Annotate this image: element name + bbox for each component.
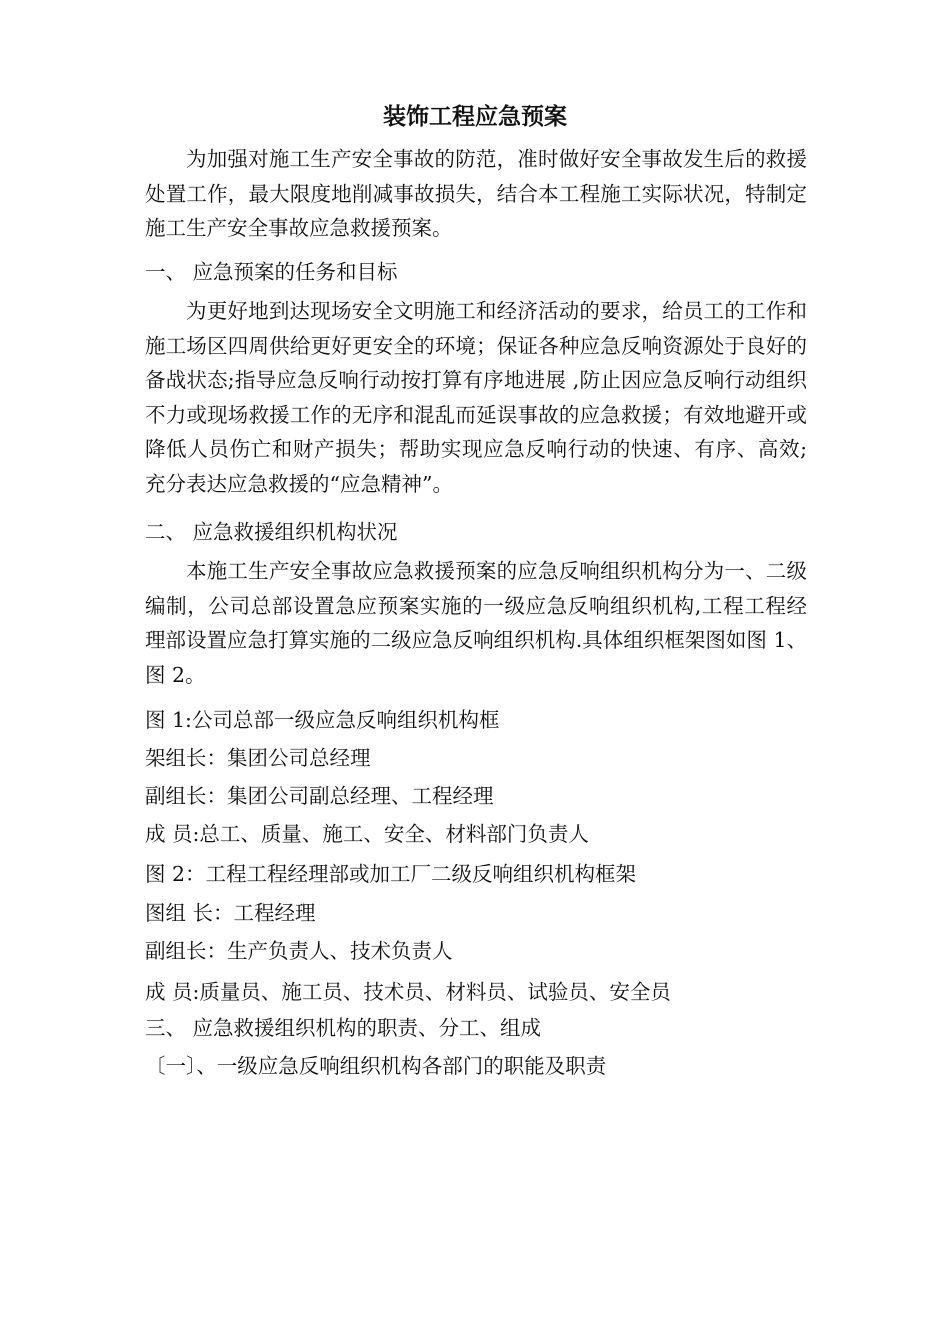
figure-2-members: 成 员:质量员、施工员、技术员、材料员、试验员、安全员 — [145, 980, 671, 1004]
figure-2-caption: 图 2：工程工程经理部或加工厂二级反响组织机构框架 — [145, 862, 637, 886]
figure-1-leader: 架组长：集团公司总经理 — [145, 746, 371, 770]
figure-1-members: 成 员:总工、质量、施工、安全、材料部门负责人 — [145, 822, 589, 846]
figure-1-caption: 图 1:公司总部一级应急反响组织机构框 — [145, 708, 500, 732]
section-1-body: 为更好地到达现场安全文明施工和经济活动的要求，给员工的工作和施工场区四周供给更好更安全的环境；保证各种应急反响资源处于良好的备战状态;指导应急反响行动按打算有序地进展 ,防止因应急反响行动组织不力或现场救援工作的无序和混乱而延误事故的应急救援；有效地避开或降低人员伤亡和财产损失；帮助实现应急反响行动的快速、有序、高效;充分表达应急救援的“应急精神”。 — [145, 299, 807, 496]
figure-1-deputy: 副组长：集团公司副总经理、工程经理 — [145, 784, 494, 808]
figure-2-leader: 图组 长：工程经理 — [145, 901, 316, 925]
section-3-heading: 三、 应急救援组织机构的职责、分工、组成 — [145, 1016, 542, 1040]
section-1-heading: 一、 应急预案的任务和目标 — [145, 260, 398, 284]
intro-paragraph: 为加强对施工生产安全事故的防范，准时做好安全事故发生后的救援处置工作，最大限度地削减事故损失，结合本工程施工实际状况，特制定施工生产安全事故应急救援预案。 — [145, 147, 807, 240]
figure-2-deputy: 副组长：生产负责人、技术负责人 — [145, 939, 453, 963]
document-title: 装饰工程应急预案 — [383, 104, 567, 130]
section-2-body: 本施工生产安全事故应急救援预案的应急反响组织机构分为一、二级编制，公司总部设置急应预案实施的一级应急反响组织机构,工程工程经理部设置应急打算实施的二级应急反响组织机构.具体组织框架图如图 1、图 2。 — [145, 559, 807, 687]
section-2-heading: 二、 应急救援组织机构状况 — [145, 520, 398, 544]
section-3-subheading-1: 〔一〕、一级应急反响组织机构各部门的职能及职责 — [145, 1054, 607, 1078]
